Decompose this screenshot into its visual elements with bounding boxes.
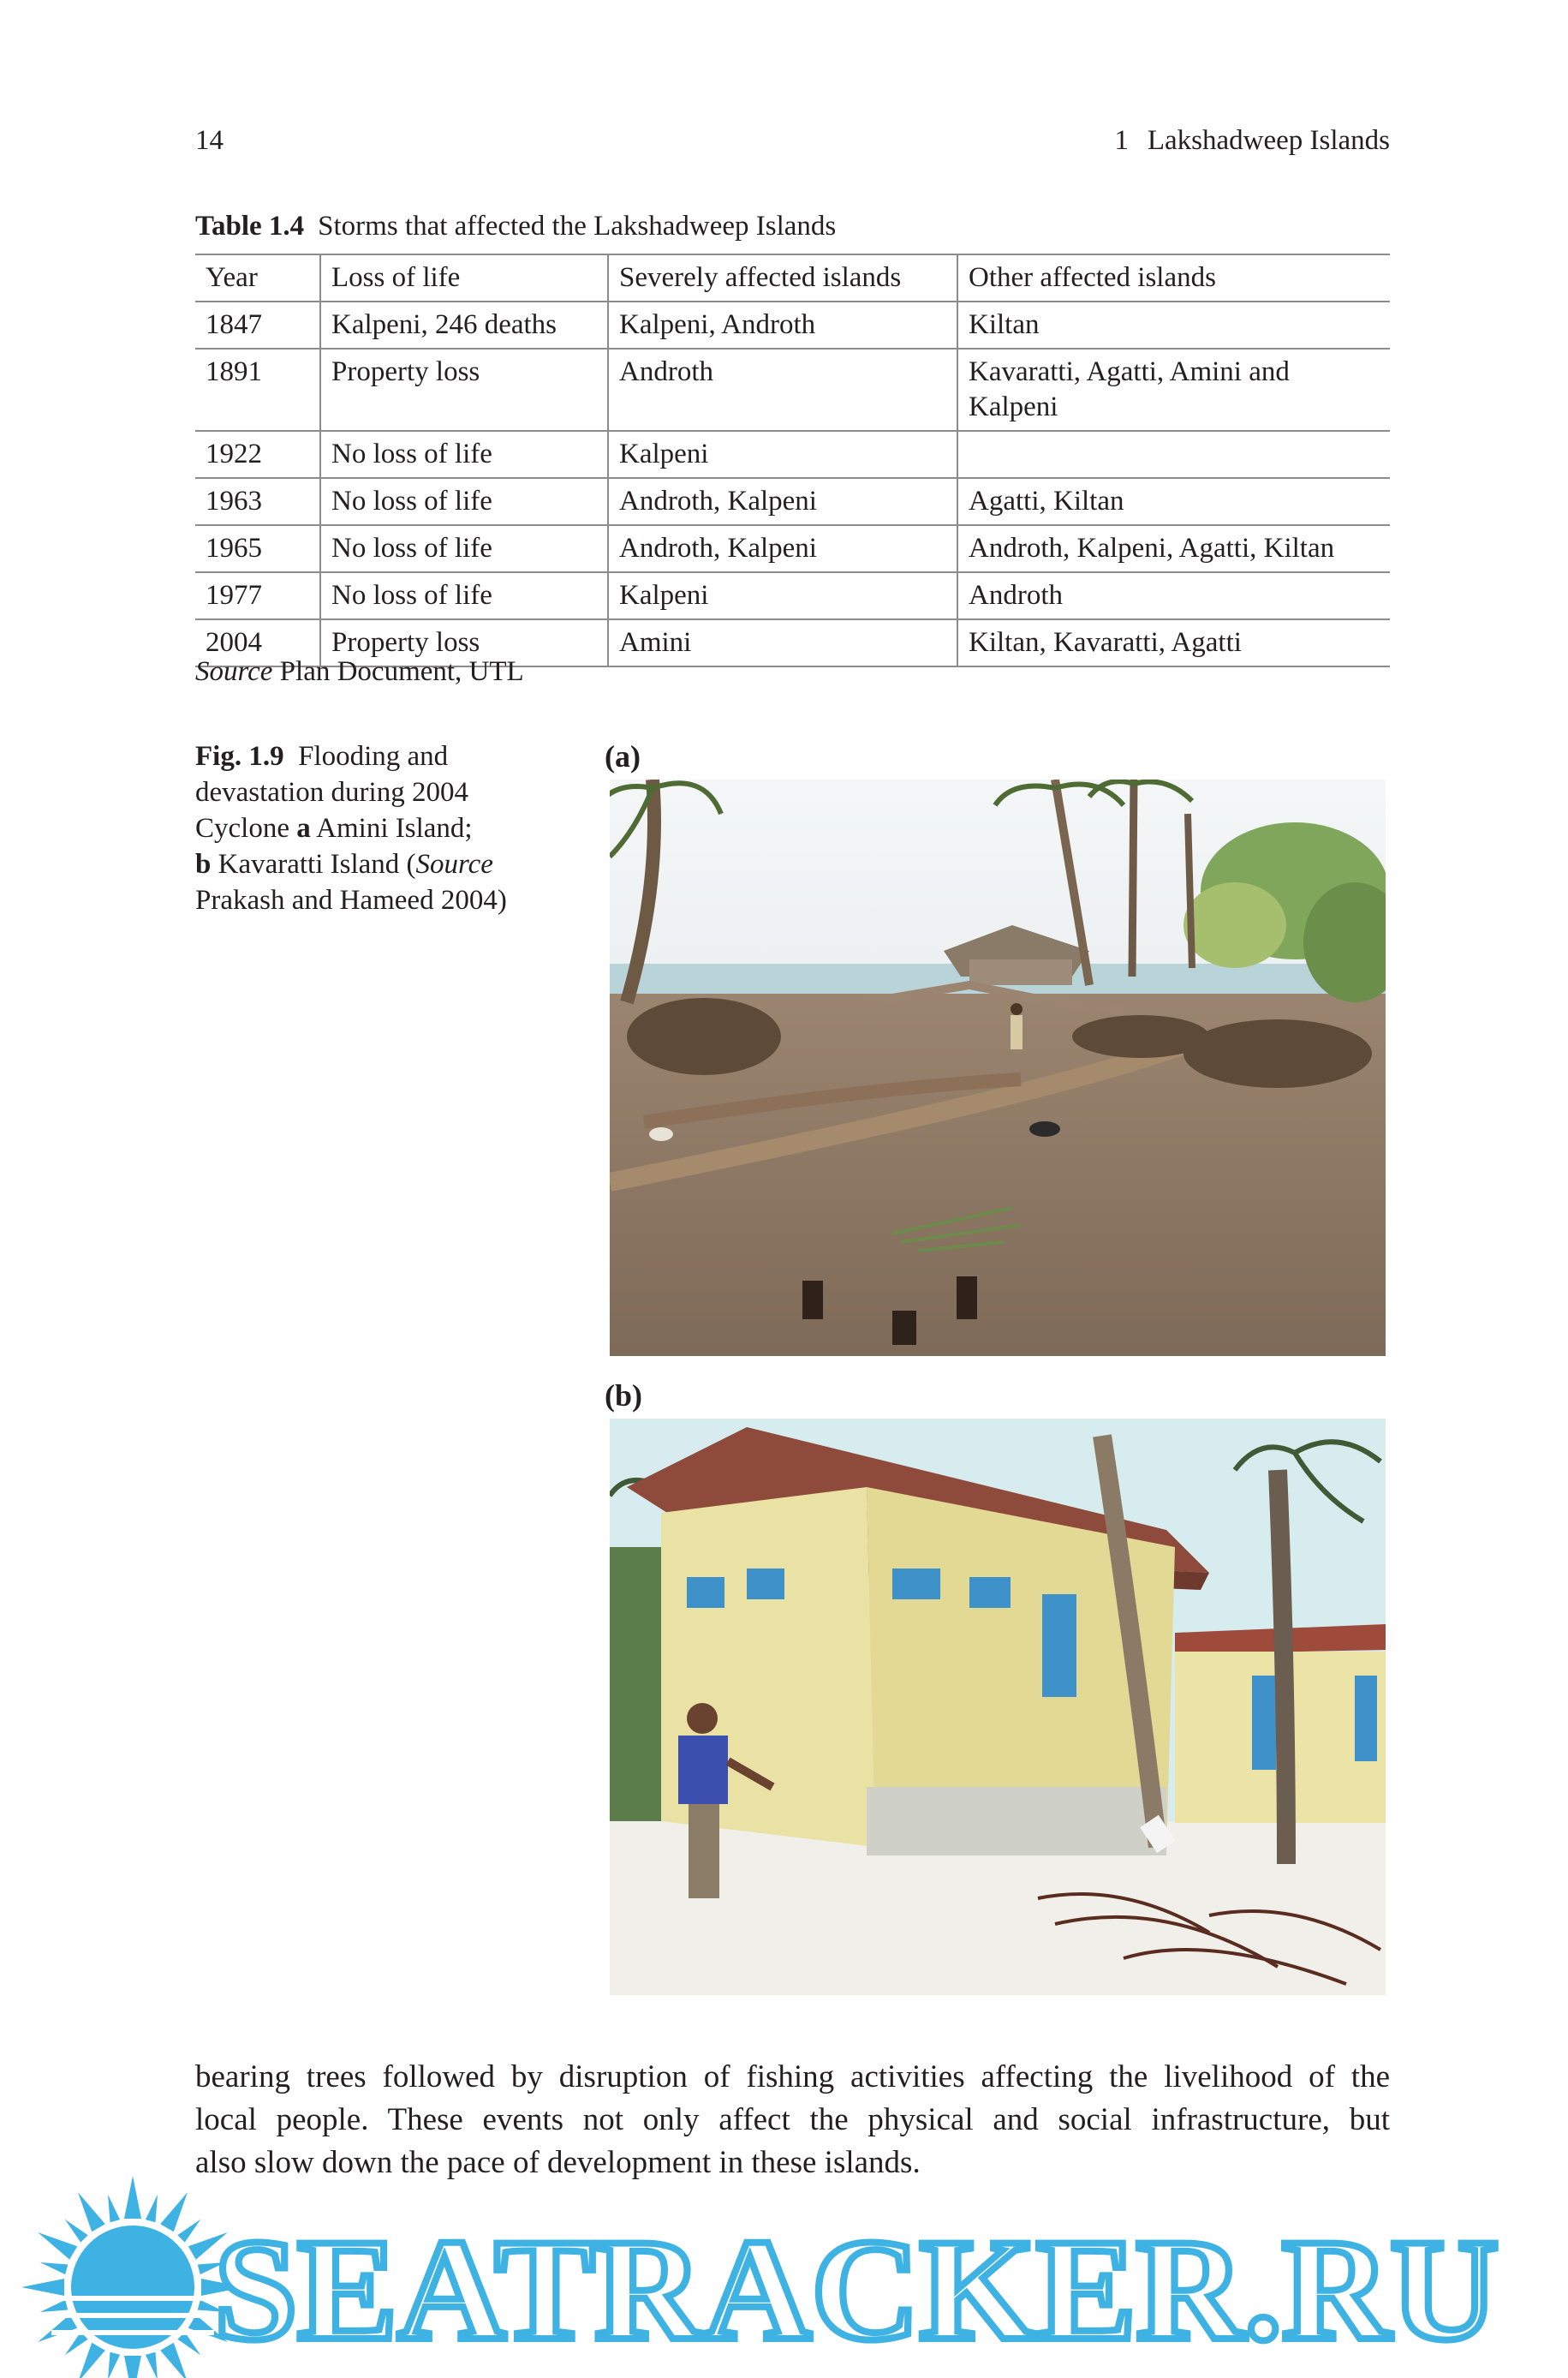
figure-caption: [195, 738, 555, 918]
body-paragraph: [195, 2056, 1390, 2184]
body-line-3: also slow down the pace of development in these islands.: [195, 2145, 921, 2180]
cell-severely-affected: Kalpeni, Androth: [608, 302, 957, 349]
table-row: [195, 478, 1390, 525]
page-number: 14: [195, 125, 224, 156]
table-row: [195, 525, 1390, 572]
body-line-1: bearing trees followed by disruption of fishing activities affecting the livelihood of the: [195, 2059, 1390, 2094]
cell-year: 1963: [195, 478, 320, 525]
cell-other-affected: Kavaratti, Agatti, Amini and Kalpeni: [957, 349, 1390, 431]
cell-severely-affected: Androth, Kalpeni: [608, 525, 957, 572]
caption-letter-b: b: [195, 849, 212, 880]
table-row: [195, 572, 1390, 619]
cell-severely-affected: Androth: [608, 349, 957, 431]
caption-letter-a: a: [296, 813, 311, 844]
cell-loss-of-life: No loss of life: [320, 572, 608, 619]
cell-other-affected: Androth: [957, 572, 1390, 619]
cell-loss-of-life: No loss of life: [320, 431, 608, 478]
chapter-title: Lakshadweep Islands: [1147, 125, 1390, 156]
cell-year: 1847: [195, 302, 320, 349]
table-row: [195, 431, 1390, 478]
cell-loss-of-life: Kalpeni, 246 deaths: [320, 302, 608, 349]
header-loss-of-life: Loss of life: [320, 254, 608, 302]
table-source-note: [195, 656, 524, 688]
table-row: [195, 349, 1390, 431]
table-label: Table 1.4: [195, 211, 305, 242]
cell-severely-affected: Amini: [608, 619, 957, 666]
cell-severely-affected: Kalpeni: [608, 572, 957, 619]
cell-other-affected: Kiltan: [957, 302, 1390, 349]
cell-other-affected: Kiltan, Kavaratti, Agatti: [957, 619, 1390, 666]
cell-year: 1965: [195, 525, 320, 572]
caption-part-2: Amini Island;: [310, 813, 473, 844]
header-year: Year: [195, 254, 320, 302]
cell-loss-of-life: No loss of life: [320, 525, 608, 572]
panel-a-label: (a): [605, 739, 641, 774]
table-header-row: [195, 254, 1390, 302]
header-severely-affected: Severely affected islands: [608, 254, 957, 302]
figure-label: Fig. 1.9: [195, 741, 284, 772]
caption-part-4: Prakash and Hameed 2004): [195, 885, 507, 916]
panel-b-label: (b): [605, 1378, 642, 1413]
watermark-logo: [0, 2167, 1568, 2378]
cell-severely-affected: Kalpeni: [608, 431, 957, 478]
caption-part-1: Flooding and devastation during 2004 Cyclone: [195, 741, 468, 844]
amini-island-photo-graphic: [610, 780, 1386, 1356]
sun-icon: [21, 2176, 244, 2378]
table-caption: [195, 211, 836, 242]
photo-kavaratti-island: [610, 1419, 1386, 1995]
cell-year: 1977: [195, 572, 320, 619]
cell-loss-of-life: No loss of life: [320, 478, 608, 525]
cell-severely-affected: Androth, Kalpeni: [608, 478, 957, 525]
caption-part-3: Kavaratti Island (: [211, 849, 416, 880]
cell-other-affected: Androth, Kalpeni, Agatti, Kiltan: [957, 525, 1390, 572]
photo-amini-island: [610, 780, 1386, 1356]
table-row: [195, 302, 1390, 349]
running-head: [195, 125, 1390, 163]
chapter-number: 1: [1114, 125, 1129, 156]
cell-year: 1891: [195, 349, 320, 431]
body-line-2: local people. These events not only affect the physical and social infrastructure, but: [195, 2102, 1390, 2137]
caption-source-label: Source: [415, 849, 493, 880]
header-other-affected: Other affected islands: [957, 254, 1390, 302]
storms-table: [195, 254, 1390, 667]
source-label: Source: [195, 656, 273, 687]
cell-other-affected: [957, 431, 1390, 478]
cell-other-affected: Agatti, Kiltan: [957, 478, 1390, 525]
chapter-heading: [1114, 125, 1390, 157]
source-text: Plan Document, UTL: [279, 656, 524, 687]
cell-year: 2004: [195, 619, 320, 666]
cell-loss-of-life: Property loss: [320, 619, 608, 666]
cell-loss-of-life: Property loss: [320, 349, 608, 431]
cell-year: 1922: [195, 431, 320, 478]
watermark-text: SEATRACKER.RU: [214, 2209, 1499, 2370]
kavaratti-island-photo-graphic: [610, 1419, 1386, 1995]
table-title: Storms that affected the Lakshadweep Islands: [318, 211, 837, 242]
